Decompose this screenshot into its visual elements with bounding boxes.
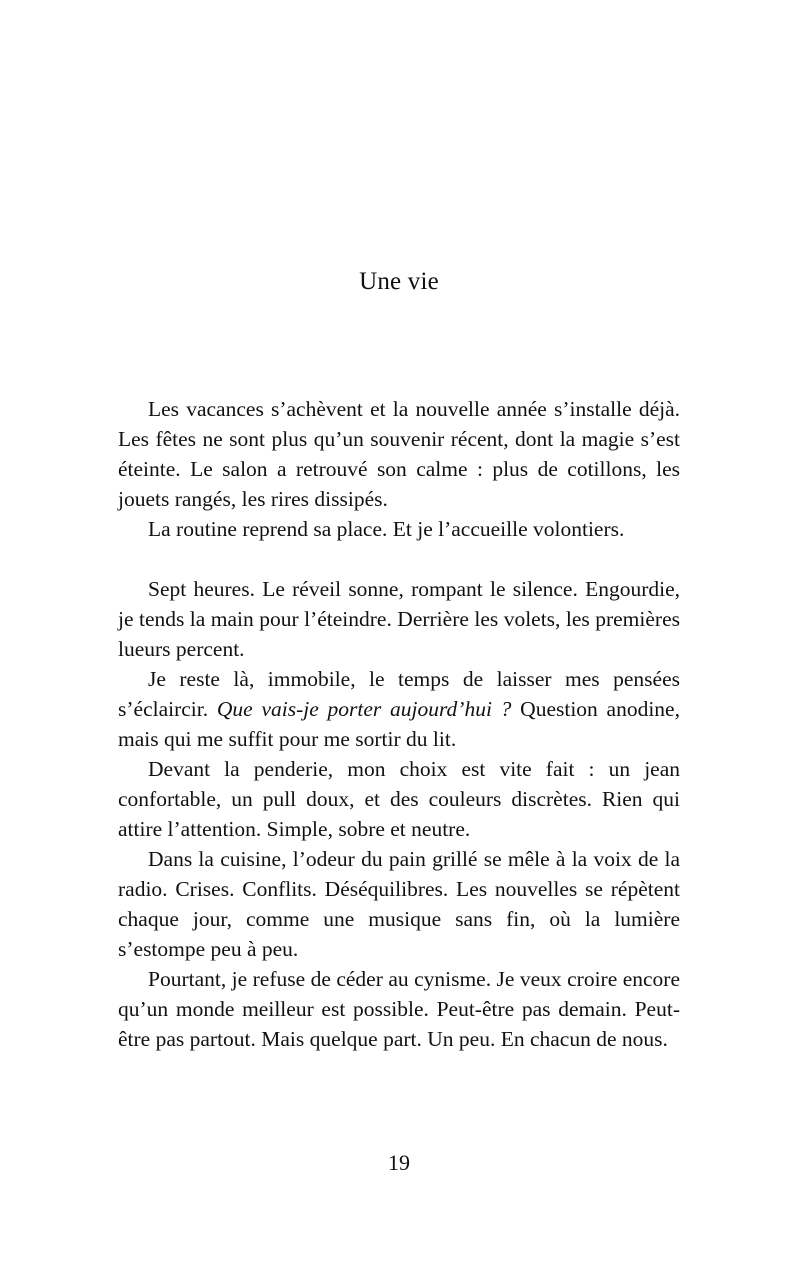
paragraph-2: La routine reprend sa place. Et je l’accueille volontiers.: [148, 517, 625, 541]
paragraph-4-italic-question: Que vais-je porter aujourd’hui ?: [216, 697, 512, 721]
page-number: 19: [388, 1150, 410, 1175]
paragraph-3: Sept heures. Le réveil sonne, rompant le silence. Engourdie, je tends la main pour l’éteindre. Derrière les volets, les premières lueurs percent.: [118, 577, 680, 661]
paragraph-1: Les vacances s’achèvent et la nouvelle année s’installe déjà. Les fêtes ne sont plus qu’un souvenir récent, dont la magie s’est éteinte. Le salon a retrouvé son calme : plus de cotillons, les jouets rangés, les rires dissipés.: [118, 397, 680, 511]
paragraph-7: Pourtant, je refuse de céder au cynisme. Je veux croire encore qu’un monde meilleur est possible. Peut-être pas demain. Peut-être pas partout. Mais quelque part. Un peu. En chacun de nous.: [118, 967, 680, 1051]
chapter-title: Une vie: [359, 268, 439, 295]
paragraph-4-end: Question anodine, mais qui me suffit pour me sortir du lit.: [118, 697, 680, 751]
paragraph-5: Devant la penderie, mon choix est vite fait : un jean confortable, un pull doux, et des couleurs discrètes. Rien qui attire l’attention. Simple, sobre et neutre.: [118, 757, 680, 841]
paragraph-4: [118, 664, 680, 754]
chapter-body: [118, 394, 680, 1054]
paragraph-6: Dans la cuisine, l’odeur du pain grillé se mêle à la voix de la radio. Crises. Conflits. Déséquilibres. Les nouvelles se répètent chaque jour, comme une musique sans fin, où la lumière s’estompe peu à peu.: [118, 847, 680, 961]
paragraph-4-start: Je reste là, immobile, le temps de laisser mes pensées s’éclaircir.: [118, 667, 680, 721]
